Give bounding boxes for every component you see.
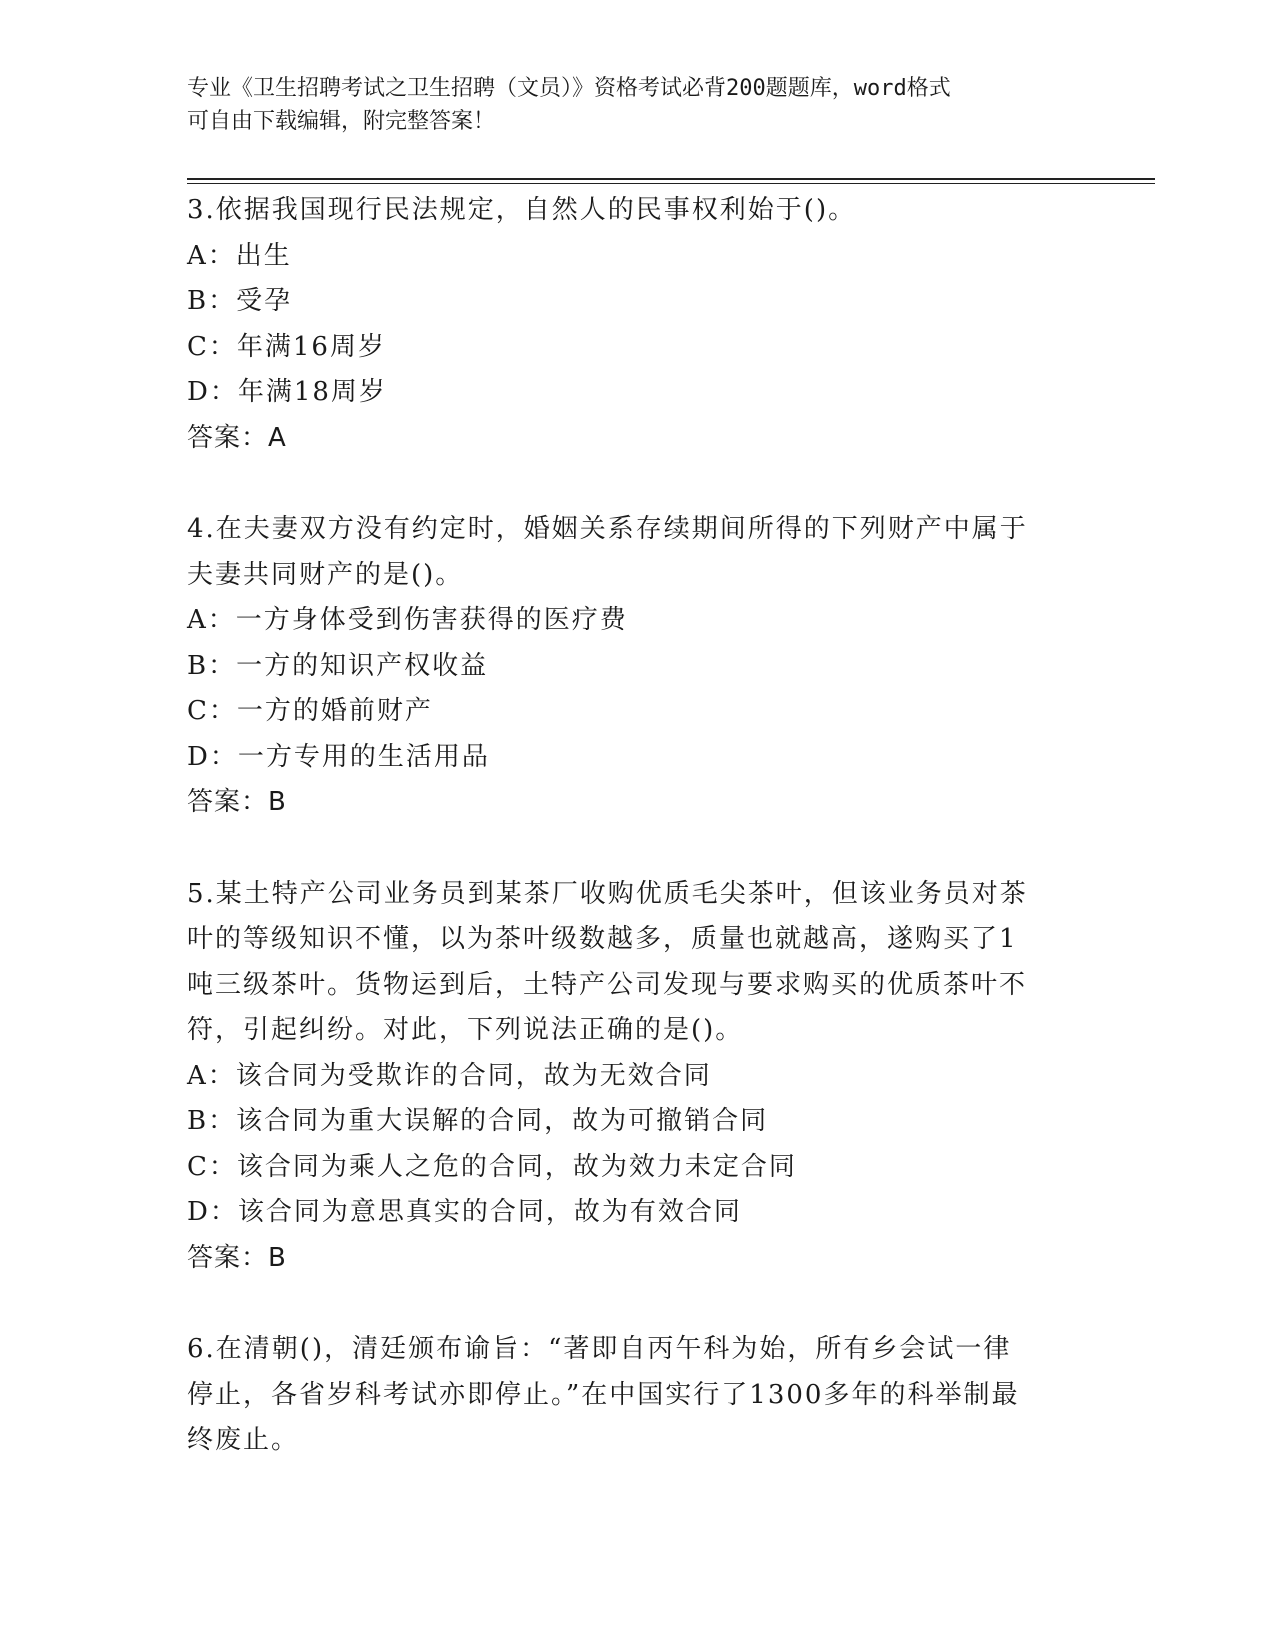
option-d: D：一方专用的生活用品 [187, 741, 490, 772]
option-d: D：年满18周岁 [187, 377, 387, 407]
question-stem: 符，引起纠纷。对此，下列说法正确的是()。 [187, 1015, 744, 1045]
question-stem: 终废止。 [187, 1425, 300, 1455]
question-stem: 夫妻共同财产的是()。 [187, 559, 464, 590]
question-stem: 吨三级茶叶。货物运到后，土特产公司发现与要求购买的优质茶叶不 [187, 969, 1028, 1000]
header-divider-thick [187, 178, 1155, 180]
option-a: A：该合同为受欺诈的合同，故为无效合同 [187, 1060, 712, 1091]
option-c: C：年满16周岁 [187, 331, 386, 362]
question-5 [187, 872, 1087, 1282]
question-stem: 6.在清朝()，清廷颁布谕旨：“著即自丙午科为始，所有乡会试一律 [187, 1334, 1012, 1364]
question-3 [187, 188, 1087, 461]
answer-label: 答案：B [187, 1242, 287, 1273]
question-stem: 叶的等级知识不懂，以为茶叶级数越多，质量也就越高，遂购买了1 [187, 924, 1018, 954]
document-header [187, 72, 1087, 138]
question-list [187, 188, 1087, 1510]
answer-label: 答案：B [187, 787, 287, 817]
question-stem: 4.在夫妻双方没有约定时，婚姻关系存续期间所得的下列财产中属于 [187, 514, 1028, 544]
header-divider-thin [187, 183, 1155, 184]
question-6 [187, 1327, 1087, 1464]
question-4 [187, 507, 1087, 826]
option-b: B：该合同为重大误解的合同，故为可撤销合同 [187, 1106, 769, 1136]
header-line-2: 可自由下载编辑，附完整答案！ [187, 109, 496, 134]
question-stem: 5.某土特产公司业务员到某茶厂收购优质毛尖茶叶，但该业务员对茶 [187, 878, 1028, 909]
option-a: A：一方身体受到伤害获得的医疗费 [187, 605, 628, 635]
option-c: C：该合同为乘人之危的合同，故为效力未定合同 [187, 1151, 797, 1182]
option-b: B：受孕 [187, 286, 293, 316]
option-d: D：该合同为意思真实的合同，故为有效合同 [187, 1197, 742, 1227]
option-c: C：一方的婚前财产 [187, 696, 433, 726]
option-a: A：出生 [187, 240, 292, 271]
answer-label: 答案：A [187, 422, 287, 453]
header-line-1: 专业《卫生招聘考试之卫生招聘（文员）》资格考试必背200题题库，word格式 [187, 76, 951, 101]
question-stem: 停止，各省岁科考试亦即停止。”在中国实行了1300多年的科举制最 [187, 1379, 1020, 1410]
option-b: B：一方的知识产权收益 [187, 650, 489, 681]
question-stem: 3.依据我国现行民法规定，自然人的民事权利始于()。 [187, 195, 857, 225]
